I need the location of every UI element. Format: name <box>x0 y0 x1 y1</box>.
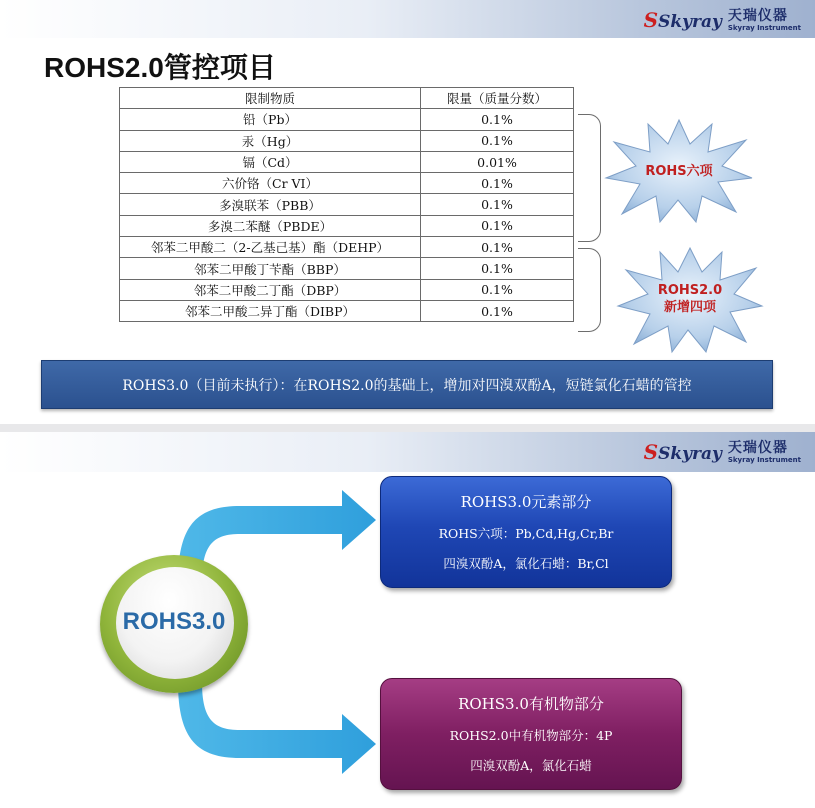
cell-substance: 邻苯二甲酸二异丁酯（DIBP） <box>120 300 421 321</box>
rohs3-elements-box <box>380 476 672 588</box>
cell-substance: 邻苯二甲酸二（2-乙基己基）酯（DEHP） <box>120 237 421 258</box>
brand-name-cn: 天瑞仪器 <box>727 7 788 24</box>
table-row <box>120 109 574 130</box>
elements-box-line2: 四溴双酚A，氯化石蜡：Br,Cl <box>443 556 609 571</box>
rohs2-new-line2: 新增四项 <box>663 300 716 315</box>
elements-box-title: ROHS3.0元素部分 <box>460 493 592 511</box>
organics-box-line2: 四溴双酚A，氯化石蜡 <box>470 758 592 773</box>
cell-substance: 邻苯二甲酸二丁酯（DBP） <box>120 279 421 300</box>
header-limit: 限量（质量分数） <box>421 88 574 109</box>
cell-limit: 0.01% <box>421 151 574 172</box>
skyray-logo-mark: SSkyray <box>643 440 722 464</box>
organics-box-line1: ROHS2.0中有机物部分：4P <box>449 728 613 743</box>
table-row <box>120 215 574 236</box>
table-row <box>120 130 574 151</box>
rohs3-organics-box <box>380 678 682 790</box>
arrow-to-organics <box>178 682 376 774</box>
bracket-rohs2-new <box>578 248 601 332</box>
rohs2-new-line1: ROHS2.0 <box>657 283 723 298</box>
restricted-substances-table <box>119 87 574 322</box>
cell-substance: 多溴联苯（PBB） <box>120 194 421 215</box>
rohs2-new-label <box>616 282 764 316</box>
rohs3-note-text: ROHS3.0（目前未执行）：在ROHS2.0的基础上，增加对四溴双酚A，短链氯化石蜡的管控 <box>122 377 692 394</box>
cell-limit: 0.1% <box>421 258 574 279</box>
slide-header-bar <box>0 0 815 38</box>
cell-limit: 0.1% <box>421 194 574 215</box>
organics-box-title: ROHS3.0有机物部分 <box>458 695 604 713</box>
table-row <box>120 173 574 194</box>
bracket-rohs-six <box>578 114 601 242</box>
slide-title: ROHS2.0管控项目 <box>44 52 276 83</box>
table-row <box>120 300 574 321</box>
cell-limit: 0.1% <box>421 300 574 321</box>
cell-limit: 0.1% <box>421 215 574 236</box>
brand-name-cn: 天瑞仪器 <box>727 439 788 456</box>
skyray-logo-mark: SSkyray <box>643 8 722 32</box>
cell-limit: 0.1% <box>421 237 574 258</box>
cell-substance: 镉（Cd） <box>120 151 421 172</box>
cell-limit: 0.1% <box>421 173 574 194</box>
cell-substance: 铅（Pb） <box>120 109 421 130</box>
rohs3-note-bar <box>41 360 773 409</box>
header-substance: 限制物质 <box>120 88 421 109</box>
table-header-row <box>120 88 574 109</box>
cell-limit: 0.1% <box>421 109 574 130</box>
brand-name-en: Skyray Instrument <box>727 455 801 464</box>
brand-logo <box>644 5 801 35</box>
cell-limit: 0.1% <box>421 130 574 151</box>
table-row <box>120 151 574 172</box>
rohs3-center-label: ROHS3.0 <box>122 608 226 635</box>
table-row <box>120 279 574 300</box>
table-row <box>120 258 574 279</box>
elements-box-line1: ROHS六项：Pb,Cd,Hg,Cr,Br <box>438 526 614 541</box>
rohs-six-label: ROHS六项 <box>645 164 713 179</box>
brand-name-en: Skyray Instrument <box>727 23 801 32</box>
cell-substance: 多溴二苯醚（PBDE） <box>120 215 421 236</box>
table-row <box>120 237 574 258</box>
cell-substance: 六价铬（Cr VI） <box>120 173 421 194</box>
cell-limit: 0.1% <box>421 279 574 300</box>
cell-substance: 汞（Hg） <box>120 130 421 151</box>
cell-substance: 邻苯二甲酸丁苄酯（BBP） <box>120 258 421 279</box>
table-row <box>120 194 574 215</box>
